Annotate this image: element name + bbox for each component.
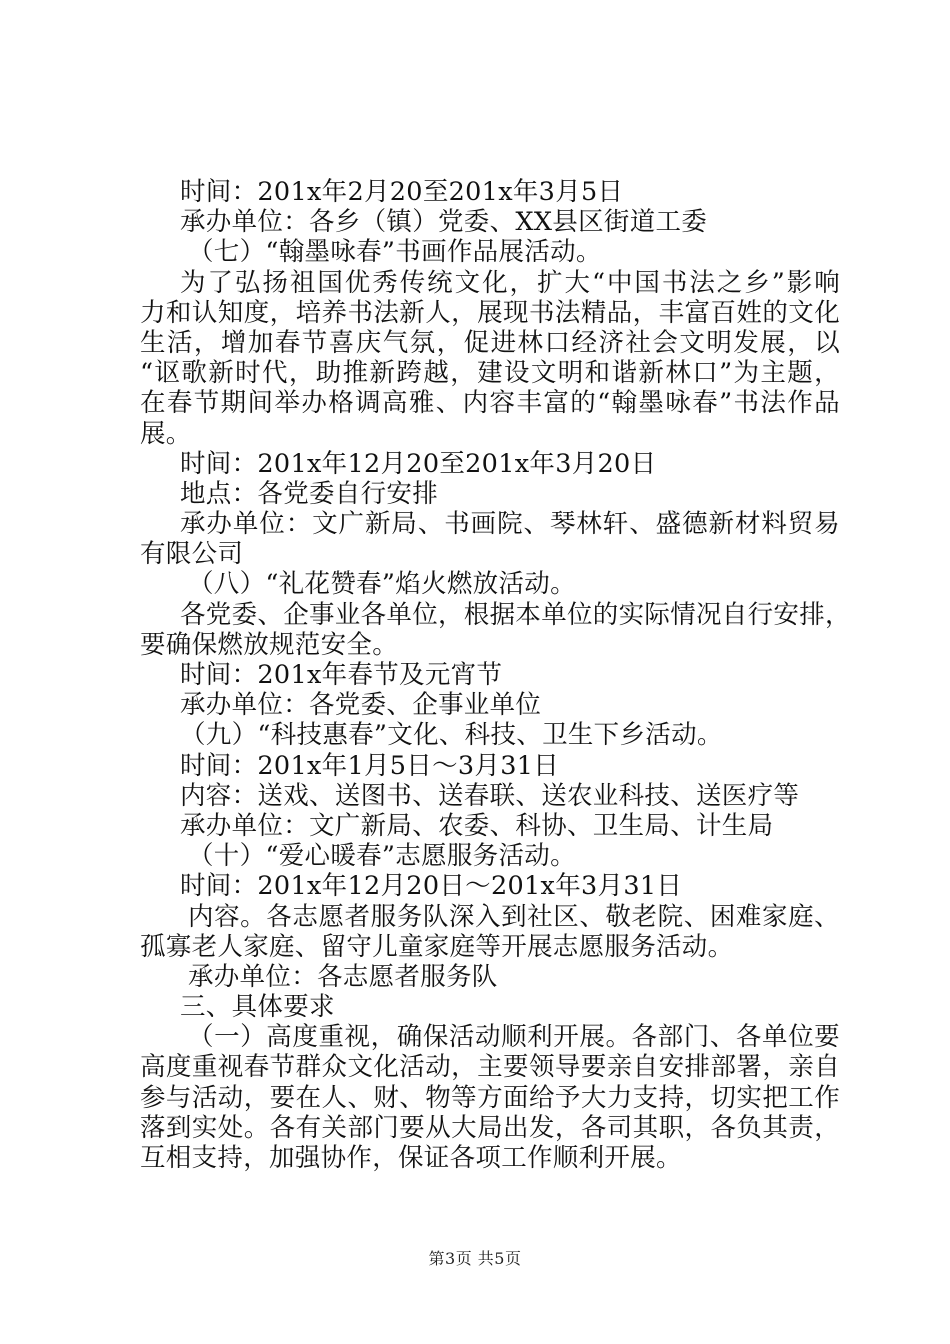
- text-line: 互相支持，加强协作，保证各项工作顺利开展。: [140, 1143, 682, 1173]
- text-line: 承办单位：文广新局、农委、科协、卫生局、计生局: [180, 810, 774, 841]
- text-line: 展。: [140, 418, 192, 449]
- text-line: （七）“翰墨咏春”书画作品展活动。: [188, 237, 602, 268]
- text-line: 力和认知度，培养书法新人，展现书法精品，丰富百姓的文化: [140, 297, 840, 328]
- text-line: 时间：201x年1月5日～3月31日: [180, 750, 560, 781]
- text-line: 在春节期间举办格调高雅、内容丰富的“翰墨咏春”书法作品: [140, 388, 840, 419]
- text-line: （十）“爱心暖春”志愿服务活动。: [188, 841, 576, 872]
- text-line: 时间：201x年2月20至201x年3月5日: [180, 177, 624, 207]
- text-line: 参与活动，要在人、财、物等方面给予大力支持，切实把工作: [140, 1082, 840, 1113]
- text-line: 承办单位：各志愿者服务队: [188, 961, 498, 992]
- text-line: 时间：201x年12月20至201x年3月20日: [180, 448, 657, 479]
- text-line: 各党委、企事业各单位，根据本单位的实际情况自行安排，: [180, 599, 851, 630]
- text-line: 内容：送戏、送图书、送春联、送农业科技、送医疗等: [180, 780, 800, 811]
- text-line: 地点：各党委自行安排: [180, 478, 439, 509]
- page-footer: 第3页 共5页: [428, 1249, 522, 1268]
- text-line: “讴歌新时代，助推新跨越，建设文明和谐新林口”为主题，: [140, 358, 840, 389]
- text-line: 承办单位：文广新局、书画院、琴林轩、盛德新材料贸易: [180, 509, 840, 540]
- document-body: [140, 177, 851, 1173]
- text-line: 孤寡老人家庭、留守儿童家庭等开展志愿服务活动。: [140, 931, 734, 962]
- text-line: 时间：201x年春节及元宵节: [180, 660, 503, 690]
- text-line: 为了弘扬祖国优秀传统文化，扩大“中国书法之乡”影响: [180, 267, 840, 298]
- text-line: 高度重视春节群众文化活动，主要领导要亲自安排部署，亲自: [140, 1052, 840, 1083]
- text-line: 时间：201x年12月20日～201x年3月31日: [180, 871, 683, 902]
- text-line: 内容。各志愿者服务队深入到社区、敬老院、困难家庭、: [188, 901, 840, 932]
- text-line: （九）“科技惠春”文化、科技、卫生下乡活动。: [180, 720, 723, 751]
- text-line: 三、具体要求: [180, 992, 335, 1023]
- text-line: 有限公司: [140, 539, 244, 570]
- text-line: （一）高度重视，确保活动顺利开展。各部门、各单位要: [188, 1022, 840, 1053]
- text-line: 要确保燃放规范安全。: [140, 629, 399, 660]
- text-line: 承办单位：各党委、企事业单位: [180, 690, 542, 721]
- text-line: （八）“礼花赞春”焰火燃放活动。: [188, 569, 576, 600]
- text-line: 生活，增加春节喜庆气氛，促进林口经济社会文明发展，以: [140, 327, 840, 358]
- text-line: 承办单位：各乡（镇）党委、XX县区街道工委: [180, 207, 708, 238]
- text-line: 落到实处。各有关部门要从大局出发，各司其职，各负其责，: [140, 1112, 840, 1143]
